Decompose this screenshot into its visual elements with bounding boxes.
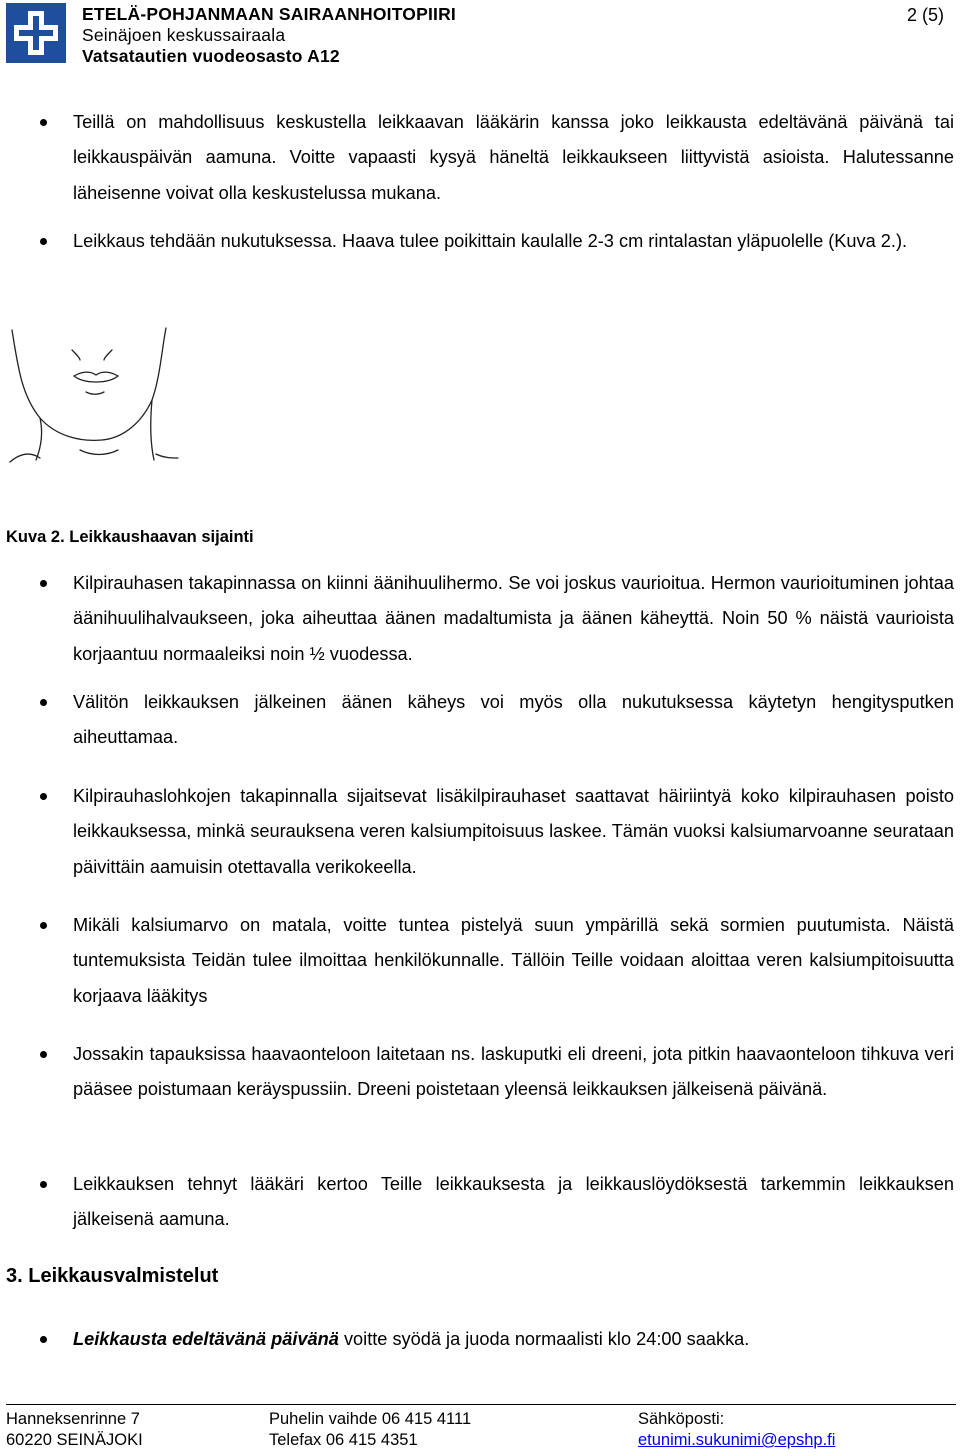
- paragraph-nerve: Kilpirauhasen takapinnassa on kiinni äänihuulihermo. Se voi joskus vaurioitua. Hermon vaurioituminen johtaa äänihuulihalvaukseen, joka aiheuttaa äänen madaltumista ja äänen käheyttä. Noin 50 % näistä vaurioista korjaantuu normaaleiksi noin ½ vuodessa.: [73, 566, 954, 672]
- paragraph-doctor: Leikkauksen tehnyt lääkäri kertoo Teille leikkauksesta ja leikkauslöydöksestä tarkemmin leikkauksen jälkeisenä aamuna.: [73, 1167, 954, 1238]
- organization-block: [82, 4, 456, 67]
- emphasis-text: Leikkausta edeltävänä päivänä: [73, 1329, 339, 1349]
- figure-caption: Kuva 2. Leikkaushaavan sijainti: [6, 528, 254, 546]
- hospital-name: Seinäjoen keskussairaala: [82, 25, 286, 45]
- footer-email: [638, 1409, 835, 1451]
- paragraph-consultation: Teillä on mahdollisuus keskustella leikkaavan lääkärin kanssa joko leikkausta edeltävänä päivänä tai leikkauspäivän aamuna. Voitte vapaasti kysyä häneltä leikkaukseen liittyvistä asioista. Halutessanne läheisenne voivat olla keskustelussa mukana.: [73, 105, 954, 211]
- org-name: ETELÄ-POHJANMAAN SAIRAANHOITOPIIRI: [82, 4, 456, 24]
- address-city: 60220 SEINÄJOKI: [6, 1431, 143, 1449]
- section-title: 3. Leikkausvalmistelut: [6, 1265, 219, 1287]
- cross-logo-icon: [6, 3, 66, 63]
- neck-incision-figure: [0, 318, 190, 478]
- paragraph-drain: Jossakin tapauksissa haavaonteloon laitetaan ns. laskuputki eli dreeni, jota pitkin haavaonteloon tihkuva veri pääsee poistumaan keräyspussiin. Dreeni poistetaan yleensä leikkauksen jälkeisenä päivänä.: [73, 1037, 954, 1108]
- page-header: [0, 0, 960, 70]
- paragraph-calcium: Mikäli kalsiumarvo on matala, voitte tuntea pistelyä suun ympärillä sekä sormien puutumista. Näistä tuntemuksista Teidän tulee ilmoittaa henkilökunnalle. Tällöin Teille voidaan aloittaa veren kalsiumpitoisuutta korjaava lääkitys: [73, 908, 954, 1014]
- footer-address: [6, 1409, 143, 1451]
- address-street: Hanneksenrinne 7: [6, 1410, 140, 1428]
- paragraph-parathyroid: Kilpirauhaslohkojen takapinnalla sijaitsevat lisäkilpirauhaset saattavat häiriintyä koko kilpirauhasen poisto leikkauksessa, minkä seurauksena veren kalsiumpitoisuus laskee. Tämän vuoksi kalsiumarvoanne seurataan päivittäin aamuisin otettavalla verikokeella.: [73, 779, 954, 885]
- paragraph-hoarseness: Välitön leikkauksen jälkeinen äänen käheys voi myös olla nukutuksessa käytetyn hengitysputken aiheuttamaa.: [73, 685, 954, 756]
- fax-number: Telefax 06 415 4351: [269, 1431, 418, 1449]
- page-number: 2 (5): [906, 5, 944, 25]
- ward-name: Vatsatautien vuodeosasto A12: [82, 46, 340, 66]
- email-label: Sähköposti:: [638, 1410, 725, 1428]
- footer-divider: [6, 1404, 956, 1405]
- footer-phones: [269, 1409, 471, 1451]
- paragraph-preparation: [73, 1322, 954, 1357]
- phone-number: Puhelin vaihde 06 415 4111: [269, 1410, 472, 1428]
- preparation-text: voitte syödä ja juoda normaalisti klo 24:00 saakka.: [338, 1329, 750, 1349]
- email-link[interactable]: etunimi.sukunimi@epshp.fi: [638, 1431, 836, 1449]
- paragraph-incision: Leikkaus tehdään nukutuksessa. Haava tulee poikittain kaulalle 2-3 cm rintalastan yläpuolelle (Kuva 2.).: [73, 224, 954, 259]
